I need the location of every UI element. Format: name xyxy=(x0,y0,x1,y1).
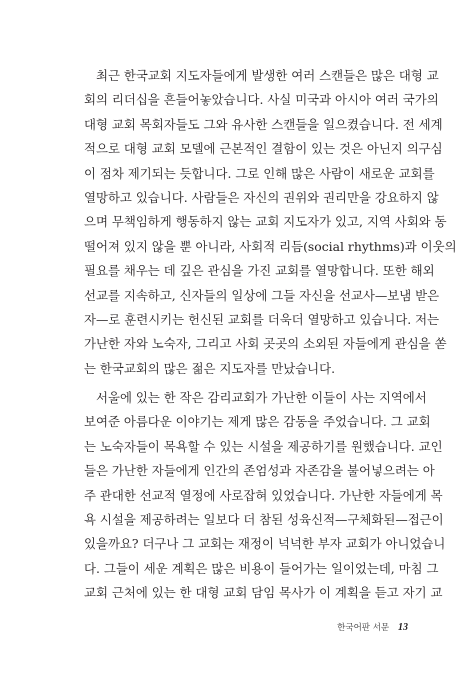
text-line: 자—로 훈련시키는 헌신된 교회를 더욱더 열망하고 있습니다. 저는 xyxy=(84,311,440,327)
text-line: 다. 그들이 세운 계획은 많은 비용이 들어가는 일이었는데, 마침 그 xyxy=(84,560,439,576)
text-line: 들은 가난한 자들에게 인간의 존엄성과 자존감을 불어넣으려는 아 xyxy=(84,463,435,479)
text-line: 주 관대한 선교적 열정에 사로잡혀 있었습니다. 가난한 자들에게 목 xyxy=(84,487,443,503)
text-line: 있을까요? 더구나 그 교회는 재정이 넉넉한 부자 교회가 아니었습니 xyxy=(84,536,446,552)
text-line: 이 점차 제기되는 듯합니다. 그로 인해 많은 사람이 새로운 교회를 xyxy=(84,165,435,181)
text-line: 필요를 채우는 데 깊은 관심을 가진 교회를 열망합니다. 또한 해외 xyxy=(84,263,435,279)
text-line: 회의 리더십을 흔들어놓았습니다. 사실 미국과 아시아 여러 국가의 xyxy=(84,92,439,108)
text-line: 대형 교회 목회자들도 그와 유사한 스캔들을 일으켰습니다. 전 세계 xyxy=(84,116,443,132)
text-line: 욕 시설을 제공하려는 일보다 더 참된 성육신적—구체화된—접근이 xyxy=(84,512,444,528)
running-title: 한국어판 서문 xyxy=(337,623,390,633)
text-line: 선교를 지속하고, 신자들의 일상에 그들 자신을 선교사—보냄 받은 xyxy=(84,287,440,303)
page-footer xyxy=(337,622,408,634)
text-line: 교회 근처에 있는 한 대형 교회 담임 목사가 이 계획을 듣고 자기 교 xyxy=(84,585,443,601)
text-line: 서울에 있는 한 작은 감리교회가 가난한 이들이 사는 지역에서 xyxy=(96,390,427,406)
text-line: 열망하고 있습니다. 사람들은 자신의 권위와 권리만을 강요하지 않 xyxy=(84,189,439,205)
paragraph-1 xyxy=(84,64,457,381)
paragraph-2 xyxy=(84,386,446,606)
text-line: 는 한국교회의 많은 젊은 지도자를 만났습니다. xyxy=(84,360,336,376)
body-text xyxy=(84,64,457,606)
text-line: 가난한 자와 노숙자, 그리고 사회 곳곳의 소외된 자들에게 관심을 쏟 xyxy=(84,336,447,352)
text-line: 적으로 대형 교회 모델에 근본적인 결함이 있는 것은 아닌지 의구심 xyxy=(84,141,443,157)
text-line: 최근 한국교회 지도자들에게 발생한 여러 스캔들은 많은 대형 교 xyxy=(96,68,439,83)
text-line: 으며 무책임하게 행동하지 않는 교회 지도자가 있고, 지역 사회와 동 xyxy=(84,214,447,230)
text-line: 떨어져 있지 않을 뿐 아니라, 사회적 리듬(social rhythms)과 이웃의 xyxy=(84,238,457,254)
text-line: 는 노숙자들이 목욕할 수 있는 시설을 제공하기를 원했습니다. 교인 xyxy=(84,438,443,454)
text-line: 보여준 아름다운 이야기는 제게 많은 감동을 주었습니다. 그 교회 xyxy=(84,414,431,430)
page-number: 13 xyxy=(398,622,408,633)
